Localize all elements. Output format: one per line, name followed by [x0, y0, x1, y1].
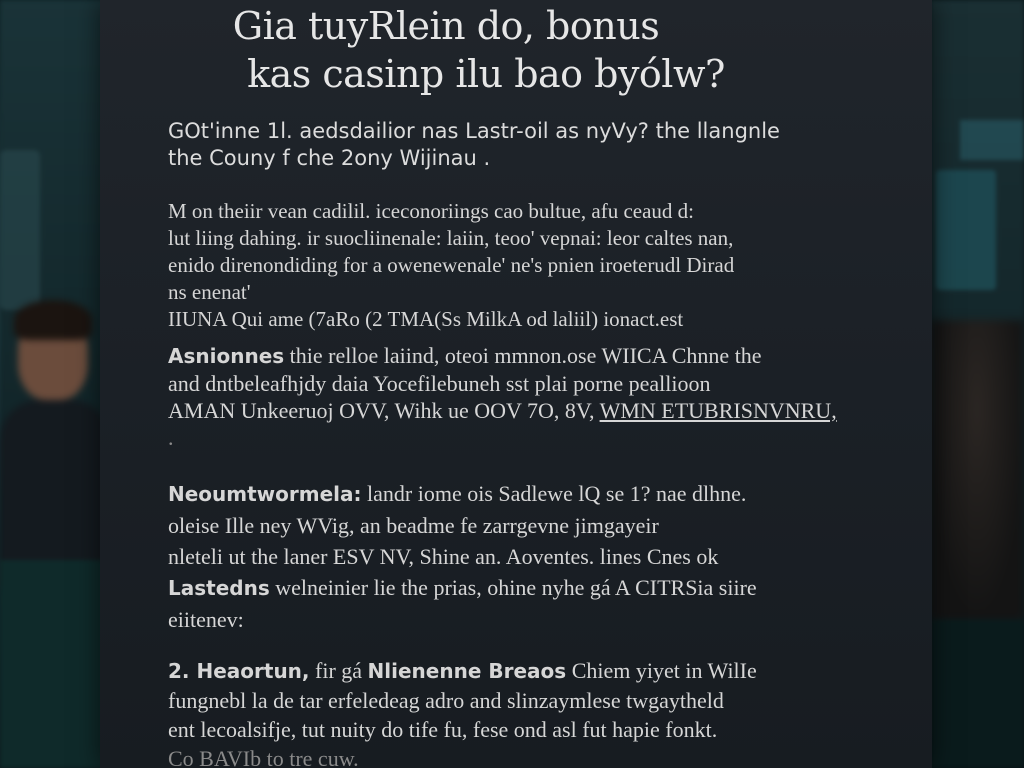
background-lamp [0, 150, 40, 310]
person-hair [14, 300, 92, 340]
section-5-line-4: Co BAVIb to tre cuw. [168, 746, 359, 768]
section-3-line-3 [168, 397, 908, 424]
background-slot-screen [936, 170, 996, 290]
section-5-line-2: fungnebl la de tar erfeledeag adro and slinzaymlese twgaytheld [168, 688, 724, 713]
article-title [100, 2, 932, 98]
section-5-lead: 2. Heaortun, [168, 659, 310, 683]
section-1-line-2: the Couny f che 2ony Wijinau . [168, 146, 491, 170]
section-5-lead-2: Nlienenne Breaos [367, 659, 567, 683]
section-3-link[interactable]: WMN ETUBRISNVNRU, [599, 398, 837, 423]
section-3-lead: Asnionnes [168, 344, 285, 368]
section-3-line-3-text: AMAN Unkeeruoj OVV, Wihk ue OOV 7O, 8V, [168, 398, 600, 423]
background-table-right [930, 620, 1024, 768]
section-5-line-1 [168, 656, 908, 686]
section-5-line-1-mid: fir gá [309, 658, 368, 683]
section-1 [168, 118, 908, 172]
section-5-line-1-text: Chiem yiyet in WilIe [566, 658, 757, 683]
section-2-line-1: M on theiir vean cadilil. iceconoriings cao bultue, afu ceaud d: [168, 199, 694, 223]
section-4-lead-2: Lastedns [168, 576, 270, 600]
background-table [0, 560, 110, 768]
section-4-line-1 [168, 478, 908, 510]
article-panel [100, 0, 932, 768]
section-4-line-2: oleise Ille ney WVig, an beadme fe zarrgevne jimgayeir [168, 513, 659, 538]
section-3-line-1-text: thie relloe laiind, oteoi mmnon.ose WIICA Chnne the [284, 343, 762, 368]
title-line-1: Gia tuyRlein do, bonus [232, 4, 660, 48]
title-line-2: kas casinp ilu bao byólw? [247, 52, 725, 96]
section-4-lead: Neoumtwormela: [168, 482, 362, 506]
background-sign [960, 120, 1024, 160]
background-crowd [930, 320, 1024, 620]
section-2-line-3: enido direnondiding for a owenewenale' ne's pnien iroeterudl Dirad [168, 253, 735, 277]
section-2-line-4: ns enenat' [168, 280, 251, 304]
section-2-line-2: lut liing dahing. ir suocliinenale: laiin, teoo' vepnai: leor caltes nan, [168, 226, 734, 250]
section-4-line-4-text: welneinier lie the prias, ohine nyhe gá A CITRSia siire [269, 575, 757, 600]
section-4-line-4 [168, 572, 908, 604]
section-5 [168, 656, 908, 768]
section-3-line-2: and dntbeleafhjdy daia Yocefilebuneh sst plai porne peallioon [168, 371, 711, 396]
section-2-line-5: IIUNA Qui ame (7aRo (2 TMA(Ss MilkA od laliil) ionact.est [168, 307, 684, 331]
section-4-line-1-text: landr iome ois Sadlewe lQ se 1? nae dlhne. [361, 481, 747, 506]
background-right [930, 0, 1024, 768]
section-3-line-4: . [168, 425, 174, 450]
section-3-line-1 [168, 342, 908, 370]
section-4-line-5: eiitenev: [168, 607, 244, 632]
background-person [0, 290, 110, 590]
section-5-line-3: ent lecoalsifje, tut nuity do tife fu, fese ond asl fut hapie fonkt. [168, 717, 718, 742]
section-1-line-1: GOt'inne 1l. aedsdailior nas Lastr-oil as nyVy? the llangnle [168, 119, 780, 143]
section-2 [168, 198, 908, 333]
background-left [0, 0, 110, 768]
section-3 [168, 342, 908, 451]
section-4-line-3: nleteli ut the laner ESV NV, Shine an. Aoventes. lines Cnes ok [168, 544, 719, 569]
section-4 [168, 478, 908, 635]
